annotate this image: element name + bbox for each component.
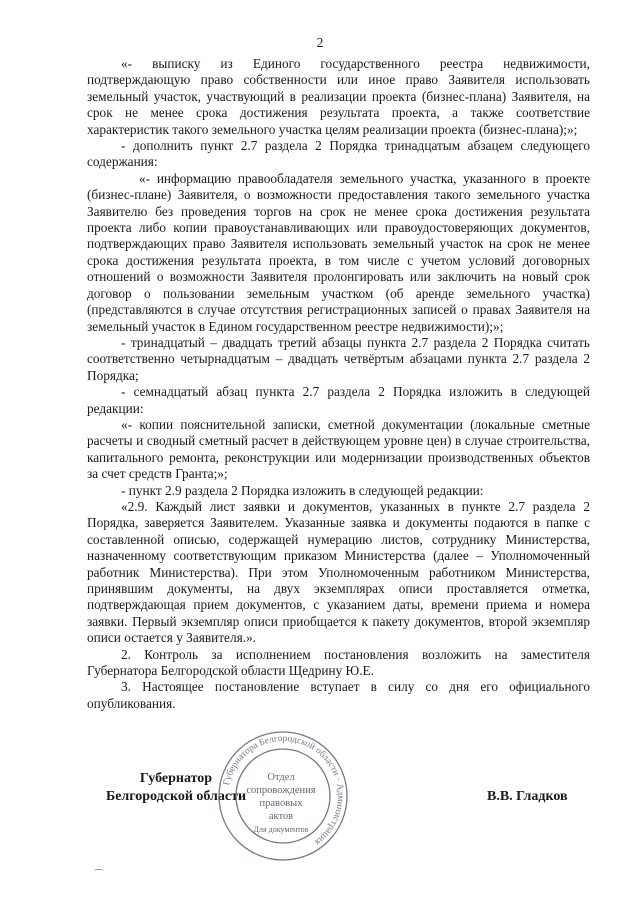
paragraph-17th-edit: - семнадцатый абзац пункта 2.7 раздела 2 Порядка изложить в следующей редакции:: [87, 384, 590, 416]
signatory-position-line2: Белгородской области: [105, 789, 247, 804]
stamp-ring-text: Губернатора Белгородской области · Администрация: [222, 733, 346, 847]
paragraph-estimate-copies: «- копии пояснительной записки, сметной документации (локальные сметные расчеты и сводный сметный расчет в действующем уровне цен) в случае строительства, капитального ремонта, реконструкции или модернизации производственных объектов за счет средств Гранта;»;: [87, 416, 590, 482]
paragraph-effective: 3. Настоящее постановление вступает в силу со дня его официального опубликования.: [87, 679, 590, 711]
paragraph-renumber: - тринадцатый – двадцать третий абзацы пункта 2.7 раздела 2 Порядка считать соответственно четырнадцатым – двадцать четвёртым абзацами пункта 2.7 раздела 2 Порядка;: [87, 334, 590, 383]
paragraph-land-info: «- информацию правообладателя земельного участка, указанного в проекте (бизнес-плане) Заявителя, о возможности предоставления такого земельного участка Заявителю без проведения торгов на срок не менее срока достижения результата проекта либо копии правоустанавливающих или правоудостоверяющих документов, подтверждающих право Заявителя использовать земельный участок на срок не менее срока достижения результата проекта, в том числе с учетом условий договорных отношений о возможности Заявителя пролонгировать или заключить на новый срок договор о пользовании земельным участком (об аренде земельного участка) (представляются в случае отсутствия регистрационных записей о правах Заявителя на земельный участок в Едином государственном реестре недвижимости);»;: [87, 170, 590, 334]
signatory-name: В.В. Гладков: [487, 789, 568, 804]
paragraph-29-text: «2.9. Каждый лист заявки и документов, указанных в пункте 2.7 раздела 2 Порядка, заверяется Заявителем. Указанные заявка и документы подаются в папке с составленной описью, содержащей нумерацию листов, сотруднику Министерства, назначенному соответствующим приказом Министерства (далее – Уполномоченный работник Министерства). При этом Уполномоченным работником Министерства, принявшим документы, на двух экземплярах описи проставляется отметка, подтверждающая прием документов, с указанием даты, времени приема и номера заявки. Первый экземпляр описи приобщается к пакету документов, второй экземпляр описи остается у Заявителя.».: [87, 498, 590, 646]
stamp-line3: правовых: [259, 798, 303, 809]
stamp-line4: актов: [268, 811, 294, 822]
paragraph-control: 2. Контроль за исполнением постановления возложить на заместителя Губернатора Белгородской области Щедрину Ю.Е.: [87, 646, 590, 679]
page-number: 2: [316, 35, 324, 50]
scan-mark: ⌒: [94, 870, 104, 881]
document-body: [87, 56, 590, 712]
paragraph-add-13th: - дополнить пункт 2.7 раздела 2 Порядка тринадцатым абзацем следующего содержания:: [87, 138, 590, 170]
stamp-seal: [215, 728, 351, 864]
stamp-bottom: Для документов: [253, 825, 309, 834]
stamp-line2: сопровождения: [246, 785, 316, 796]
paragraph-29-edit: - пункт 2.9 раздела 2 Порядка изложить в следующей редакции:: [121, 482, 484, 498]
paragraph-extract-egrn: «- выписку из Единого государственного реестра недвижимости, подтверждающую право собственности или иное право Заявителя использовать земельный участок, участвующий в реализации проекта (бизнес-плана) Заявителя, на срок не менее срока достижения результата проекта, а также соответствие характеристик такого земельного участка целям реализации проекта (бизнес-плана);»;: [87, 56, 590, 137]
signatory-position-line1: Губернатор: [139, 771, 213, 786]
stamp-line1: Отдел: [267, 772, 295, 783]
